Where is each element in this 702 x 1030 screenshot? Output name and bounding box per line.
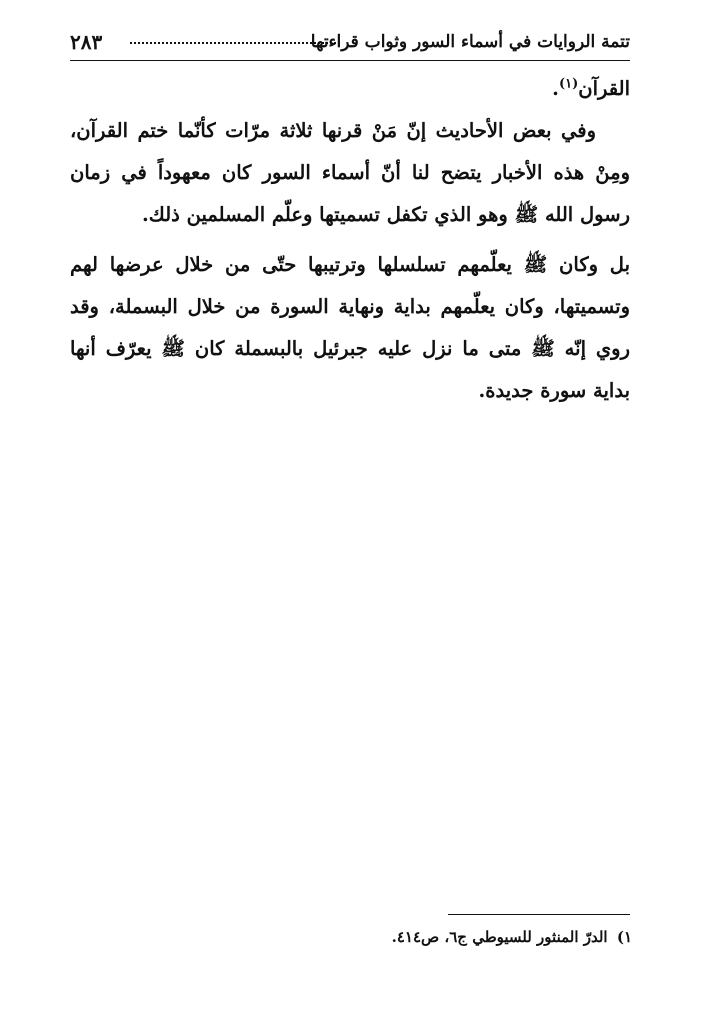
footnote-reference: (١) xyxy=(558,76,579,92)
footnote-text: الدرّ المنثور للسيوطي ج٦، ص٤١٤. xyxy=(391,928,608,946)
running-title: تتمة الروايات في أسماء السور وثواب قراءتها xyxy=(310,32,630,52)
page-number: ٢٨٣ xyxy=(70,30,103,54)
paragraph-2: وفي بعض الأحاديث إنّ مَنْ قرنها ثلاثة مرّات كأنّما ختم القرآن، ومِنْ هذه الأخبار يتضح لنا أنّ أسماء السور كان معهوداً في زمان رسول الله ﷺ وهو الذي تكفل تسميتها وعلّم المسلمين ذلك. xyxy=(70,119,630,226)
header-leader-dots xyxy=(130,42,340,44)
paragraph-3: بل وكان ﷺ يعلّمهم تسلسلها وترتيبها حتّى من خلال عرضها لهم وتسميتها، وكان يعلّمهم بداية ونهاية السورة من خلال البسملة، وقد روي إنّه ﷺ متى ما نزل عليه جبرئيل بالبسملة كان ﷺ يعرّف أنها بداية سورة جديدة. xyxy=(70,253,630,402)
footnote-separator xyxy=(448,914,630,915)
footnote xyxy=(200,928,632,946)
body-text xyxy=(70,68,630,412)
paragraph-1-end: . xyxy=(552,77,559,100)
paragraph-1 xyxy=(70,68,630,110)
page-header xyxy=(70,30,630,61)
paragraph-1-text: القرآن xyxy=(578,77,630,100)
footnote-number: ١) xyxy=(616,928,632,946)
